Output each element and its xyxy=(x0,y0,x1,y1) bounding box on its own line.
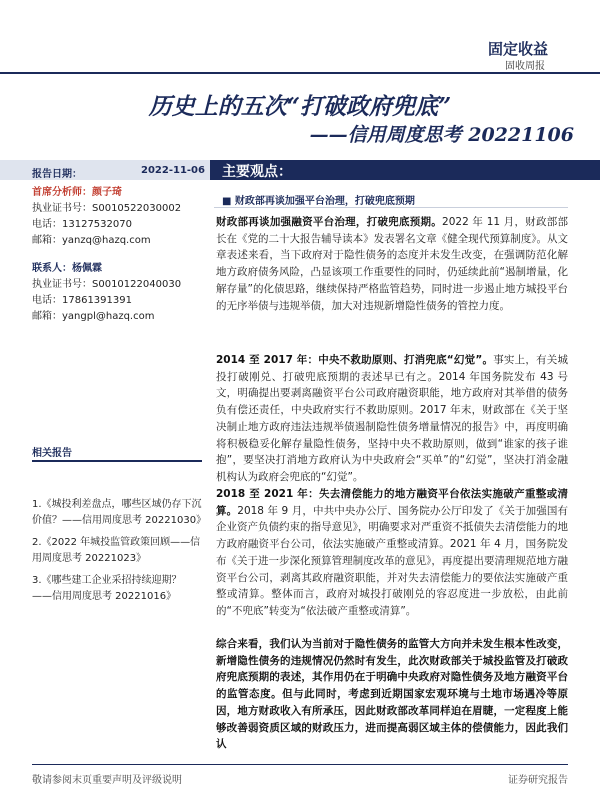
analyst-cert: 执业证书号：S0010522030002 xyxy=(32,203,182,214)
paragraph-2 xyxy=(216,352,568,486)
contact-cert: 执业证书号：S0010122040030 xyxy=(32,279,182,290)
paragraph-4-body: 综合来看，我们认为当前对于隐性债务的监管大方向并未发生根本性改变，新增隐性债务的违规情况仍然时有发生，此次财政部关于城投监管及打破政府兜底预期的表述，其作用仍在于明确中央政府对隐性债务及地方融资平台的监管态度。但与此同时，考虑到近期国家宏观环境与土地市场遇冷等原因，地方财政收入有所承压，因此财政部改革同样迫在眉睫，一定程度上能够改善弱资质区域的财政压力，进而提高弱区域主体的偿债能力，因此我们认 xyxy=(216,638,568,751)
contact-email[interactable]: 邮箱：yangpl@hazq.com xyxy=(32,311,155,322)
report-date-label: 报告日期： xyxy=(32,169,82,180)
analyst-phone: 电话：13127532070 xyxy=(32,219,132,230)
contact-name: 杨佩霖 xyxy=(72,263,102,274)
paragraph-1 xyxy=(216,214,568,314)
paragraph-3-body: 2018 年 9 月，中共中央办公厅、国务院办公厅印发了《关于加强国有企业资产负债约束的指导意见》，明确要求对严重资不抵债失去清偿能力的地方政府融资平台公司，依法实施破产重整或清算。2021 年 4 月，国务院发布《关于进一步深化预算管理制度改革的意见》，再度提出要清理规范地方融资平台公司，剥离其政府融资职能，并对失去清偿能力的要依法实施破产重整或清算。整体而言，政府对城投打破刚兑的容忍度进一步放松，由此前的“不兜底”转变为“依法破产重整或清算”。 xyxy=(216,504,568,617)
header-divider xyxy=(0,72,600,74)
header-subcategory: 固收周报 xyxy=(505,61,545,72)
contact-title: 联系人： xyxy=(32,263,72,274)
footer-divider xyxy=(32,764,568,765)
header-category: 固定收益 xyxy=(488,40,549,58)
footer-label: 证券研究报告 xyxy=(508,775,568,786)
paragraph-1-lead: 财政部再谈加强融资平台治理，打破兜底预期。 xyxy=(216,216,443,228)
analyst-email[interactable]: 邮箱：yanzq@hazq.com xyxy=(32,235,151,246)
paragraph-1-body: 2022 年 11 月，财政部部长在《党的二十大报告辅导读本》发表署名文章《健全现代预算制度》。从文章表述来看，当下政府对于隐性债务的态度并未发生改变，在强调防范化解地方政府债务风险，凸显该项工作重要性的同时，仍延续此前“遏制增量，化解存量”的化债思路，继续保持严格监管趋势，同时进一步遏止地方城投平台的无序举债与违规举债，加大对违规新增隐性债务的管控力度。 xyxy=(216,216,568,312)
analyst-title-row xyxy=(32,185,197,201)
report-title: 历史上的五次“打破政府兜底” xyxy=(148,93,452,120)
related-reports-title: 相关报告 xyxy=(32,448,72,459)
report-subtitle: ——信用周度思考 20221106 xyxy=(309,124,574,146)
related-report-3[interactable]: 3.《哪些建工企业采招持续迎期？ ——信用周度思考 20221016》 xyxy=(32,575,182,602)
key-point-bullet: ■ 财政部再谈加强平台治理，打破兜底预期 xyxy=(222,196,415,207)
contact-phone: 电话：17861391391 xyxy=(32,295,132,306)
main-heading: 主要观点： xyxy=(222,164,292,180)
related-reports-divider xyxy=(32,460,202,462)
analyst-block xyxy=(32,185,197,249)
analyst-title: 首席分析师： xyxy=(32,187,92,198)
report-date-value: 2022-11-06 xyxy=(141,165,205,176)
paragraph-4 xyxy=(216,636,568,756)
paragraph-2-body: 事实上，有关城投打破刚兑、打破兜底预期的表述早已有之。2014 年国务院发布 43 号文，明确提出要剥离融资平台公司政府融资职能，地方政府对其举借的债务负有偿还责任，中央政府实行不救助原则。2017 年末，财政部在《关于坚决制止地方政府违法违规举债遏制隐性债务增量情况的报告》中，再度明确将积极稳妥化解存量隐性债务，坚持中央不救助原则，做到“谁家的孩子谁抱”，要坚决打消地方政府认为中央政府会“买单”的“幻觉”，坚决打消金融机构认为政府会兜底的“幻觉”。 xyxy=(216,354,569,483)
related-report-2[interactable]: 2.《2022 年城投监管政策回顾——信用周度思考 20221023》 xyxy=(32,537,201,564)
footer-disclaimer[interactable]: 敬请参阅末页重要声明及评级说明 xyxy=(32,775,182,786)
contact-block xyxy=(32,261,197,325)
paragraph-2-lead: 2014 至 2017 年：中央不救助原则、打消兜底“幻觉”。 xyxy=(216,354,494,366)
analyst-name: 颜子琦 xyxy=(92,187,122,198)
contact-title-row xyxy=(32,261,197,277)
paragraph-3 xyxy=(216,486,568,620)
bullet-divider xyxy=(214,207,568,208)
paragraph-3-lead: 2018 至 2021 年：失去清偿能力的地方融资平台依法实施破产重整或清算。 xyxy=(216,488,568,517)
related-report-1[interactable]: 1.《城投利差盘点，哪些区域仍存下沉价值？——信用周度思考 20221030》 xyxy=(32,499,207,526)
